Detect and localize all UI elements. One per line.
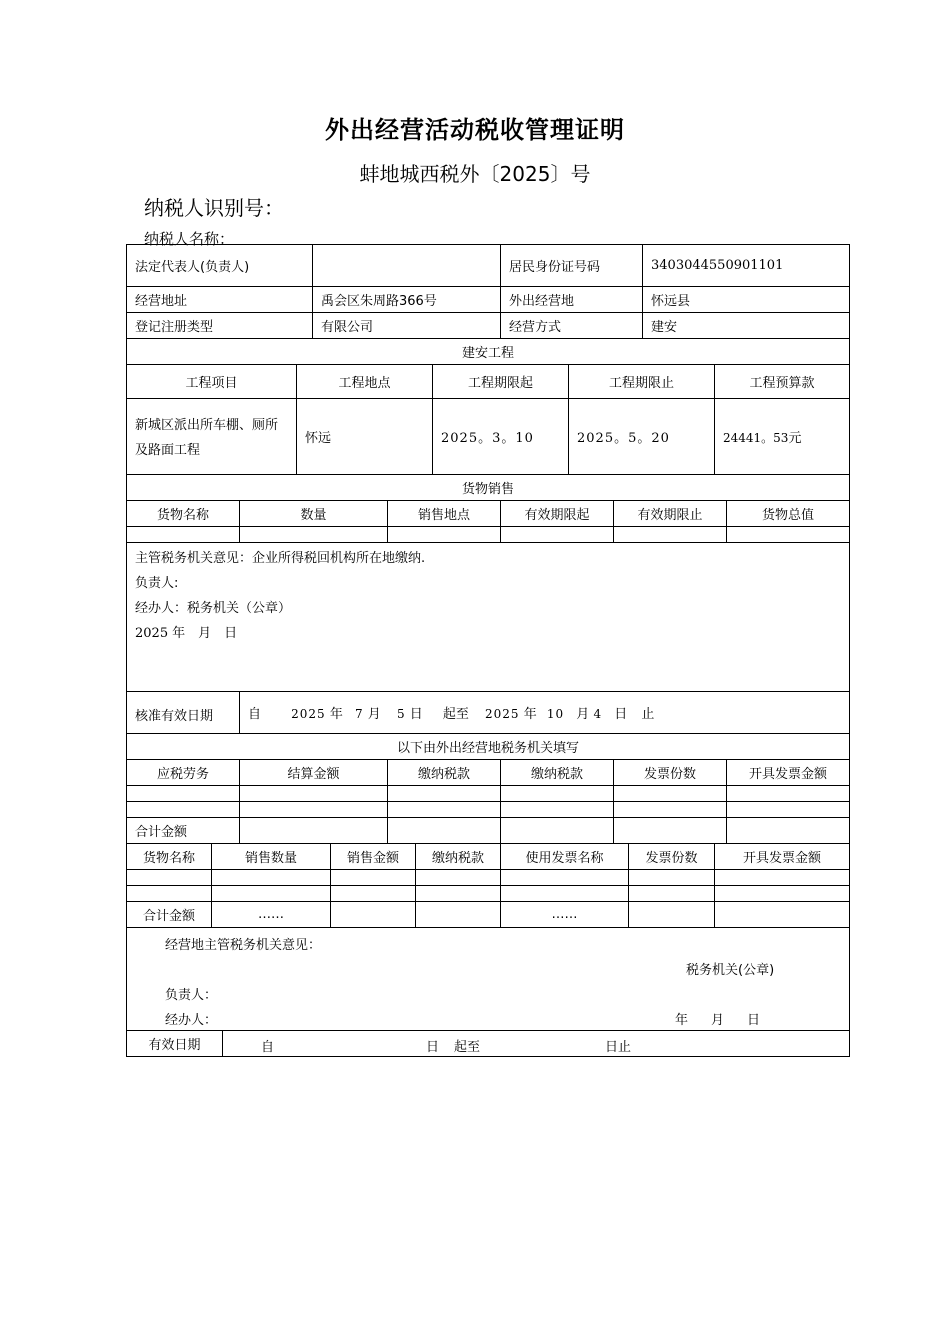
goods-sales-section-title: 货物销售	[127, 475, 850, 501]
validity-end-month: 10	[546, 707, 565, 721]
final-validity-end: 日止	[605, 1040, 632, 1055]
location-responsible-label: 负责人：	[165, 988, 218, 1003]
construction-budget-unit: 元	[788, 431, 802, 446]
goods-empty-cell	[614, 527, 727, 543]
location-date-day: 日	[747, 1013, 761, 1028]
goods-empty-cell	[501, 527, 614, 543]
validity-end-day-unit: 日	[614, 707, 628, 722]
location-opinion-label: 经营地主管税务机关意见：	[165, 938, 322, 953]
location-goods-total-qty: ……	[212, 902, 331, 928]
location-goods-empty-cell	[501, 886, 629, 902]
services-table	[126, 759, 850, 844]
authority-date-line	[135, 621, 841, 646]
services-empty-cell	[501, 802, 614, 818]
location-date-month: 月	[711, 1013, 725, 1028]
certificate-form	[126, 244, 849, 1057]
final-validity-to: 起至	[454, 1040, 481, 1055]
services-header-invoice-amount: 开具发票金额	[727, 760, 850, 786]
services-empty-cell	[388, 786, 501, 802]
location-goods-empty-cell	[127, 870, 212, 886]
services-empty-cell	[501, 786, 614, 802]
final-validity-dates	[223, 1031, 850, 1057]
goods-header-qty: 数量	[240, 501, 388, 527]
services-empty-cell	[240, 786, 388, 802]
construction-project: 新城区派出所车棚、厕所及路面工程	[127, 399, 297, 475]
biz-mode-value: 建安	[643, 313, 850, 339]
construction-budget-number: 24441。53	[723, 431, 789, 445]
id-card-label: 居民身份证号码	[501, 245, 643, 287]
location-goods-empty-cell	[212, 870, 331, 886]
services-empty-cell	[388, 802, 501, 818]
services-header-invoice-count: 发票份数	[614, 760, 727, 786]
location-goods-header-invoice-count: 发票份数	[629, 844, 715, 870]
location-goods-empty-cell	[416, 902, 501, 928]
taxpayer-id-label: 纳税人识别号：	[144, 196, 284, 220]
location-goods-header-tax: 缴纳税款	[416, 844, 501, 870]
final-validity-label: 有效日期	[127, 1031, 223, 1057]
services-empty-cell	[240, 802, 388, 818]
document-number: 蚌地城西税外〔2025〕号	[359, 162, 591, 186]
services-header-tax: 缴纳税款	[388, 760, 501, 786]
validity-dates	[240, 692, 850, 734]
authority-date-year: 2025	[135, 626, 169, 641]
authority-opinion-table	[126, 542, 850, 760]
goods-empty-cell	[727, 527, 850, 543]
services-empty-cell	[727, 802, 850, 818]
services-empty-cell	[614, 802, 727, 818]
goods-header-total: 货物总值	[727, 501, 850, 527]
location-goods-empty-cell	[331, 902, 416, 928]
location-seal-label: 税务机关(公章)	[686, 963, 775, 978]
authority-responsible-label: 负责人:	[135, 576, 179, 591]
services-header-item: 应税劳务	[127, 760, 240, 786]
document-title: 外出经营活动税收管理证明	[325, 116, 625, 144]
construction-end: 2025。5。20	[569, 399, 715, 475]
address-value: 禹会区朱周路366号	[313, 287, 501, 313]
services-total-label: 合计金额	[127, 818, 240, 844]
construction-header-budget: 工程预算款	[715, 365, 850, 399]
validity-end-day: 4	[593, 707, 603, 721]
authority-handler-label: 经办人：	[135, 601, 188, 616]
authority-handler-value: 税务机关（公章）	[187, 601, 292, 616]
location-goods-header-name: 货物名称	[127, 844, 212, 870]
location-opinion-table	[126, 927, 850, 1031]
goods-header-place: 销售地点	[388, 501, 501, 527]
location-goods-empty-cell	[331, 886, 416, 902]
validity-from: 自	[248, 707, 262, 722]
construction-section-title: 建安工程	[127, 339, 850, 365]
goods-empty-cell	[127, 527, 240, 543]
authority-opinion-line	[135, 546, 841, 571]
validity-month-unit: 月	[367, 707, 381, 722]
location-goods-empty-cell	[715, 902, 850, 928]
location-handler-label: 经办人：	[165, 1013, 218, 1028]
construction-location: 怀远	[297, 399, 433, 475]
id-card-value: 3403044550901101	[643, 245, 850, 287]
location-goods-empty-cell	[416, 886, 501, 902]
goods-header-valid-start: 有效期限起	[501, 501, 614, 527]
validity-label: 核准有效日期	[127, 692, 240, 734]
validity-start-month: 7	[355, 707, 364, 721]
final-validity-table	[126, 1030, 850, 1057]
legal-rep-label: 法定代表人(负责人)	[127, 245, 313, 287]
construction-start: 2025。3。10	[433, 399, 569, 475]
authority-date-rest: 年 月 日	[172, 626, 238, 641]
services-empty-cell	[240, 818, 388, 844]
location-goods-empty-cell	[629, 870, 715, 886]
out-location-value: 怀远县	[643, 287, 850, 313]
reg-type-label: 登记注册类型	[127, 313, 313, 339]
out-location-label: 外出经营地	[501, 287, 643, 313]
location-handler-line	[127, 1005, 849, 1030]
location-opinion-line	[127, 930, 849, 955]
construction-header-location: 工程地点	[297, 365, 433, 399]
location-goods-header-amount: 销售金额	[331, 844, 416, 870]
validity-end-month-unit: 月	[576, 707, 590, 722]
authority-opinion-block	[127, 543, 850, 692]
location-responsible-line	[127, 980, 849, 1005]
goods-header-valid-end: 有效期限止	[614, 501, 727, 527]
final-validity-day: 日	[426, 1040, 440, 1055]
location-goods-empty-cell	[212, 886, 331, 902]
goods-empty-cell	[240, 527, 388, 543]
legal-rep-value	[313, 245, 501, 287]
goods-empty-cell	[388, 527, 501, 543]
services-header-tax-2: 缴纳税款	[501, 760, 614, 786]
location-goods-empty-cell	[629, 902, 715, 928]
location-fill-section-title: 以下由外出经营地税务机关填写	[127, 734, 850, 760]
location-goods-total-invoice-name: ……	[501, 902, 629, 928]
services-empty-cell	[614, 818, 727, 844]
services-empty-cell	[501, 818, 614, 844]
construction-header-start: 工程期限起	[433, 365, 569, 399]
goods-header-name: 货物名称	[127, 501, 240, 527]
validity-day-unit: 日	[409, 707, 423, 722]
location-goods-total-label: 合计金额	[127, 902, 212, 928]
validity-start-day: 5	[396, 707, 406, 721]
location-goods-header-invoice-amount: 开具发票金额	[715, 844, 850, 870]
construction-budget	[715, 399, 850, 475]
authority-opinion-text: 企业所得税回机构所在地缴纳.	[252, 551, 426, 566]
reg-type-value: 有限公司	[313, 313, 501, 339]
location-goods-header-qty: 销售数量	[212, 844, 331, 870]
services-empty-cell	[727, 818, 850, 844]
construction-header-project: 工程项目	[127, 365, 297, 399]
basic-info-table	[126, 244, 850, 365]
validity-to: 起至	[442, 707, 469, 722]
authority-handler-line	[135, 596, 841, 621]
goods-sales-table	[126, 500, 850, 543]
services-empty-cell	[127, 786, 240, 802]
services-empty-cell	[388, 818, 501, 844]
address-label: 经营地址	[127, 287, 313, 313]
services-empty-cell	[614, 786, 727, 802]
location-goods-table	[126, 843, 850, 928]
location-opinion-block	[127, 928, 850, 1031]
validity-start-year: 2025	[291, 707, 326, 721]
final-validity-from: 自	[261, 1040, 275, 1055]
location-goods-empty-cell	[501, 870, 629, 886]
location-goods-empty-cell	[715, 886, 850, 902]
location-seal-line	[127, 955, 849, 980]
validity-year-unit: 年	[329, 707, 343, 722]
services-header-settlement: 结算金额	[240, 760, 388, 786]
validity-end-year-unit: 年	[523, 707, 537, 722]
location-goods-empty-cell	[127, 886, 212, 902]
construction-header-end: 工程期限止	[569, 365, 715, 399]
services-empty-cell	[727, 786, 850, 802]
services-empty-cell	[127, 802, 240, 818]
construction-table	[126, 364, 850, 501]
validity-end: 止	[641, 707, 655, 722]
taxpayer-name-label: 纳税人名称：	[144, 230, 235, 248]
biz-mode-label: 经营方式	[501, 313, 643, 339]
location-goods-header-invoice-name: 使用发票名称	[501, 844, 629, 870]
location-goods-empty-cell	[715, 870, 850, 886]
location-goods-empty-cell	[629, 886, 715, 902]
location-date-year: 年	[675, 1013, 689, 1028]
location-goods-empty-cell	[331, 870, 416, 886]
authority-opinion-label: 主管税务机关意见：	[135, 551, 253, 566]
validity-end-year: 2025	[485, 707, 520, 721]
location-goods-empty-cell	[416, 870, 501, 886]
